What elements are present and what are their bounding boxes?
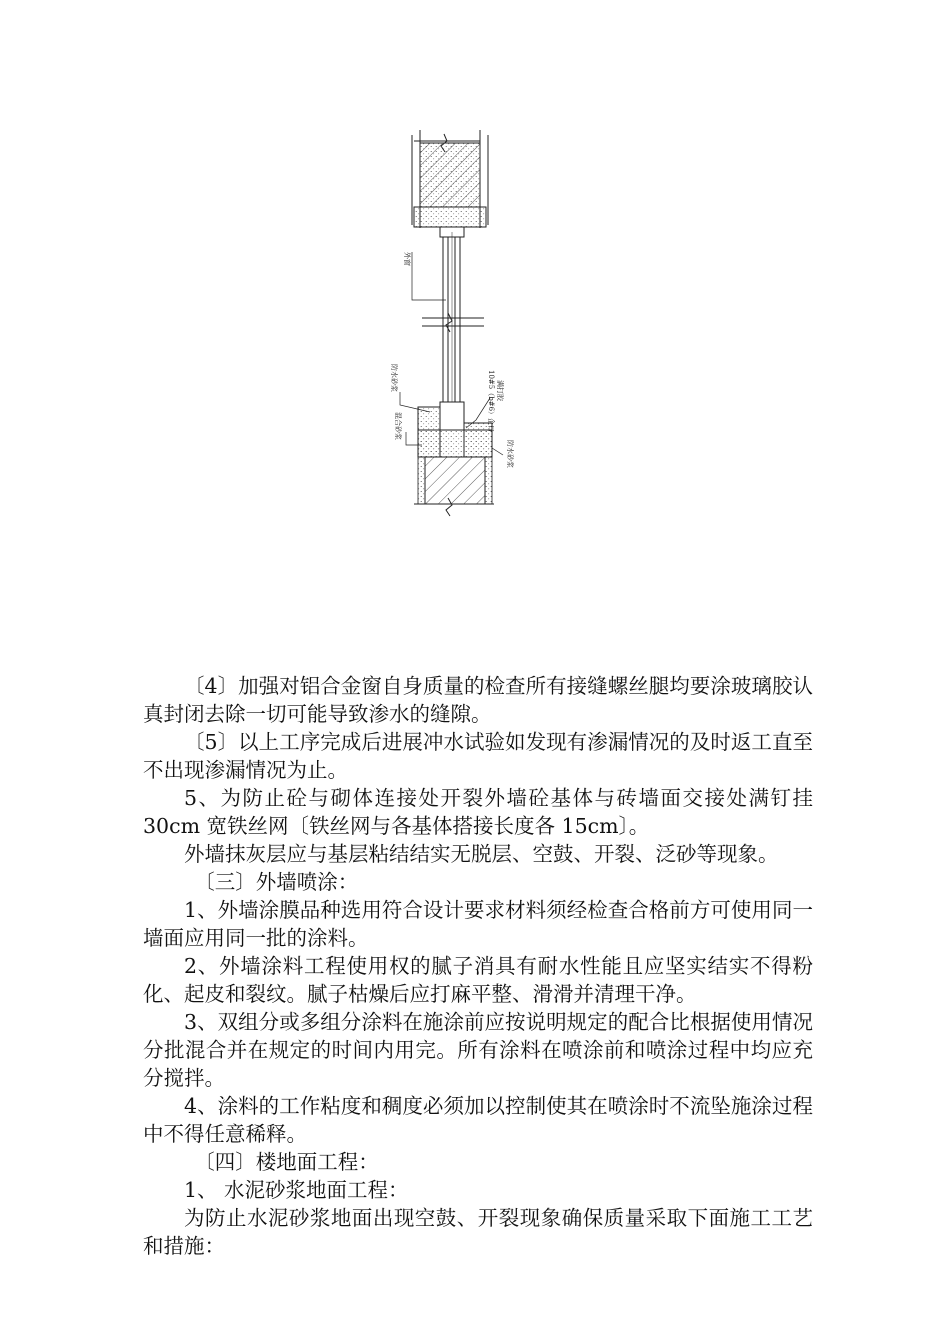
paragraph: 5、为防止砼与砌体连接处开裂外墙砼基体与砖墙面交接处满钉挂 30cm 宽铁丝网〔铁丝网与各基体搭接长度各 15cm〕。 [143, 786, 813, 838]
paragraph: 1、外墙涂膜品种选用符合设计要求材料须经检查合格前方可使用同一墙面应用同一批的涂料。 [143, 898, 813, 950]
sealant-label-line1: 10#5（b#6）企口 [487, 370, 495, 433]
mixed-mortar-label: 混合砂浆 [394, 412, 402, 440]
section-heading: 〔四〕楼地面工程： [194, 1150, 379, 1174]
paragraph: 〔5〕以上工序完成后进展冲水试验如发现有渗漏情况的及时返工直至不出现渗漏情况为止。 [143, 730, 813, 782]
sealant-label-line2: 满打胶 [496, 380, 504, 401]
paragraph: 4、涂料的工作粘度和稠度必须加以控制使其在喷涂时不流坠施涂过程中不得任意稀释。 [143, 1094, 813, 1146]
section-heading: 〔三〕外墙喷涂： [194, 870, 359, 894]
window-section-diagram [0, 0, 950, 660]
upper-concrete-lintel [414, 143, 486, 227]
paragraph: 〔4〕加强对铝合金窗自身质量的检查所有接缝螺丝腿均要涂玻璃胶认真封闭去除一切可能导致渗水的缝隙。 [143, 674, 813, 726]
paragraph: 2、外墙涂料工程使用权的腻子消具有耐水性能且应坚实结实不得粉化、起皮和裂纹。腻子枯燥后应打麻平整、滑滑并清理干净。 [143, 954, 813, 1006]
waterproof-mortar-left-label: 防水砂浆 [390, 364, 398, 392]
paragraph: 为防止水泥砂浆地面出现空鼓、开裂现象确保质量采取下面施工工艺和措施： [143, 1206, 813, 1258]
waterproof-mortar-right-label: 防水砂浆 [506, 440, 514, 468]
body-text [143, 672, 813, 1260]
paragraph: 3、双组分或多组分涂料在施涂前应按说明规定的配合比根据使用情况分批混合并在规定的时间内用完。所有涂料在喷涂前和喷涂过程中均应充分搅拌。 [143, 1010, 813, 1090]
window-frame [422, 227, 484, 430]
sub-heading: 1、 水泥砂浆地面工程： [184, 1178, 409, 1202]
paragraph: 外墙抹灰层应与基层粘结结实无脱层、空鼓、开裂、泛砂等现象。 [184, 842, 779, 866]
window-label: 外窗 [403, 252, 411, 266]
